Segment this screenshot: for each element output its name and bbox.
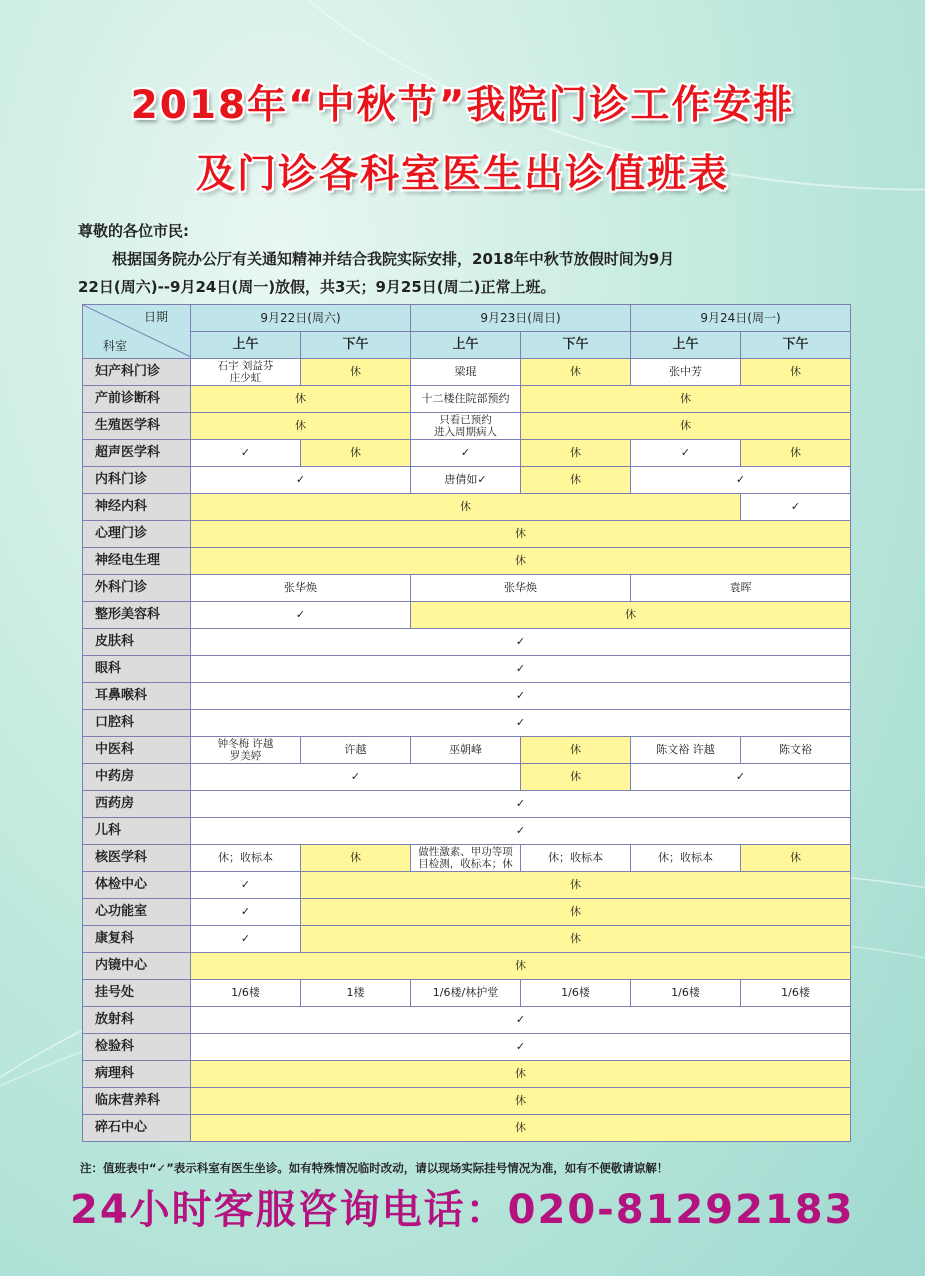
hotline: 24小时客服咨询电话：020-81292183 xyxy=(70,1187,855,1233)
day-header-3: 9月24日(周一) xyxy=(631,305,851,332)
department-name: 检验科 xyxy=(83,1034,191,1061)
table-row xyxy=(83,467,851,494)
corner-dept-label: 科室 xyxy=(103,339,128,353)
department-name: 口腔科 xyxy=(83,710,191,737)
table-row xyxy=(83,413,851,440)
department-name: 挂号处 xyxy=(83,980,191,1007)
schedule-cell: 休 xyxy=(741,359,851,386)
table-row xyxy=(83,980,851,1007)
table-row xyxy=(83,1088,851,1115)
schedule-cell: 巫朝峰 xyxy=(411,737,521,764)
diagonal-divider xyxy=(83,305,191,357)
schedule-cell: 休 xyxy=(191,494,741,521)
table-row xyxy=(83,656,851,683)
table-row xyxy=(83,548,851,575)
department-name: 外科门诊 xyxy=(83,575,191,602)
schedule-cell: 1/6楼 xyxy=(191,980,301,1007)
schedule-cell: 休 xyxy=(521,386,851,413)
schedule-cell: 休 xyxy=(191,1061,851,1088)
schedule-cell: 石宇 刘益芬 庄少虹 xyxy=(191,359,301,386)
table-row xyxy=(83,818,851,845)
department-name: 心功能室 xyxy=(83,899,191,926)
table-row xyxy=(83,872,851,899)
schedule-cell: 许越 xyxy=(301,737,411,764)
schedule-cell: 休 xyxy=(521,737,631,764)
schedule-cell: 梁琨 xyxy=(411,359,521,386)
schedule-cell: ✓ xyxy=(191,764,521,791)
schedule-cell: ✓ xyxy=(631,764,851,791)
duty-schedule-table xyxy=(82,304,851,1142)
schedule-cell: 袁晖 xyxy=(631,575,851,602)
table-row xyxy=(83,629,851,656)
department-name: 整形美容科 xyxy=(83,602,191,629)
schedule-cell: ✓ xyxy=(191,1034,851,1061)
department-name: 中药房 xyxy=(83,764,191,791)
department-name: 超声医学科 xyxy=(83,440,191,467)
table-row xyxy=(83,764,851,791)
notice-line-2: 22日(周六)--9月24日(周一)放假，共3天；9月25日(周二)正常上班。 xyxy=(78,278,556,296)
header-row-periods xyxy=(83,332,851,359)
schedule-cell: 张华焕 xyxy=(411,575,631,602)
schedule-cell: 休；收标本 xyxy=(521,845,631,872)
period-am: 上午 xyxy=(191,332,301,359)
department-name: 中医科 xyxy=(83,737,191,764)
department-name: 产前诊断科 xyxy=(83,386,191,413)
table-row xyxy=(83,899,851,926)
schedule-body xyxy=(83,305,851,1142)
department-name: 西药房 xyxy=(83,791,191,818)
schedule-cell: ✓ xyxy=(191,791,851,818)
schedule-cell: 休 xyxy=(191,386,411,413)
table-row xyxy=(83,521,851,548)
period-pm: 下午 xyxy=(301,332,411,359)
department-name: 体检中心 xyxy=(83,872,191,899)
department-name: 生殖医学科 xyxy=(83,413,191,440)
schedule-cell: ✓ xyxy=(741,494,851,521)
schedule-cell: 休 xyxy=(191,521,851,548)
schedule-cell: ✓ xyxy=(191,602,411,629)
table-row xyxy=(83,1115,851,1142)
schedule-cell: 做性激素、甲功等项 目检测，收标本；休 xyxy=(411,845,521,872)
schedule-cell: ✓ xyxy=(191,683,851,710)
department-name: 碎石中心 xyxy=(83,1115,191,1142)
table-row xyxy=(83,494,851,521)
period-am: 上午 xyxy=(411,332,521,359)
schedule-cell: 休 xyxy=(741,440,851,467)
schedule-cell: 1/6楼 xyxy=(741,980,851,1007)
corner-date-label: 日期 xyxy=(143,310,168,324)
schedule-cell: 钟冬梅 许越 罗美婷 xyxy=(191,737,301,764)
corner-header xyxy=(83,305,191,359)
schedule-cell: ✓ xyxy=(631,467,851,494)
department-name: 康复科 xyxy=(83,926,191,953)
schedule-cell: 休 xyxy=(521,359,631,386)
department-name: 耳鼻喉科 xyxy=(83,683,191,710)
schedule-cell: 休；收标本 xyxy=(631,845,741,872)
day-header-2: 9月23日(周日) xyxy=(411,305,631,332)
schedule-cell: 1/6楼 xyxy=(521,980,631,1007)
table-row xyxy=(83,602,851,629)
department-name: 内镜中心 xyxy=(83,953,191,980)
table-row xyxy=(83,845,851,872)
schedule-cell: 张华焕 xyxy=(191,575,411,602)
table-row xyxy=(83,359,851,386)
schedule-cell: 休 xyxy=(521,467,631,494)
schedule-cell: 休 xyxy=(301,899,851,926)
schedule-cell: ✓ xyxy=(191,926,301,953)
department-name: 核医学科 xyxy=(83,845,191,872)
schedule-cell: 1楼 xyxy=(301,980,411,1007)
header-row-dates xyxy=(83,305,851,332)
department-name: 放射科 xyxy=(83,1007,191,1034)
schedule-cell: 休 xyxy=(301,359,411,386)
schedule-cell: 休 xyxy=(301,926,851,953)
schedule-cell: 十二楼住院部预约 xyxy=(411,386,521,413)
department-name: 临床营养科 xyxy=(83,1088,191,1115)
table-row xyxy=(83,926,851,953)
footnote: 注：值班表中“✓”表示科室有医生坐诊。如有特殊情况临时改动，请以现场实际挂号情况为准，如有不便敬请谅解！ xyxy=(80,1161,669,1175)
period-am: 上午 xyxy=(631,332,741,359)
table-row xyxy=(83,683,851,710)
schedule-cell: 陈文裕 许越 xyxy=(631,737,741,764)
schedule-cell: 陈文裕 xyxy=(741,737,851,764)
schedule-cell: 唐倩如✓ xyxy=(411,467,521,494)
table-row xyxy=(83,710,851,737)
department-name: 神经电生理 xyxy=(83,548,191,575)
title-line-2: 及门诊各科室医生出诊值班表 xyxy=(195,152,729,197)
department-name: 内科门诊 xyxy=(83,467,191,494)
day-header-1: 9月22日(周六) xyxy=(191,305,411,332)
table-row xyxy=(83,1007,851,1034)
table-row xyxy=(83,953,851,980)
notice-paragraph xyxy=(78,245,858,301)
schedule-cell: ✓ xyxy=(191,656,851,683)
schedule-cell: 休 xyxy=(301,440,411,467)
table-row xyxy=(83,1034,851,1061)
department-name: 眼科 xyxy=(83,656,191,683)
schedule-cell: 休 xyxy=(301,872,851,899)
period-pm: 下午 xyxy=(521,332,631,359)
schedule-cell: ✓ xyxy=(631,440,741,467)
department-name: 病理科 xyxy=(83,1061,191,1088)
schedule-cell: ✓ xyxy=(191,710,851,737)
schedule-cell: 休 xyxy=(191,1115,851,1142)
schedule-cell: ✓ xyxy=(191,872,301,899)
period-pm: 下午 xyxy=(741,332,851,359)
department-name: 皮肤科 xyxy=(83,629,191,656)
schedule-cell: ✓ xyxy=(191,899,301,926)
schedule-cell: ✓ xyxy=(191,440,301,467)
schedule-cell: 1/6楼 xyxy=(631,980,741,1007)
schedule-cell: 只看已预约 进入周期病人 xyxy=(411,413,521,440)
schedule-cell: 1/6楼/林护堂 xyxy=(411,980,521,1007)
schedule-cell: ✓ xyxy=(411,440,521,467)
schedule-cell: 休 xyxy=(191,413,411,440)
schedule-cell: 休 xyxy=(191,548,851,575)
schedule-cell: ✓ xyxy=(191,629,851,656)
department-name: 神经内科 xyxy=(83,494,191,521)
schedule-cell: 休 xyxy=(521,440,631,467)
schedule-cell: 休；收标本 xyxy=(191,845,301,872)
department-name: 妇产科门诊 xyxy=(83,359,191,386)
decorative-swoosh xyxy=(164,0,925,263)
schedule-cell: 休 xyxy=(411,602,851,629)
schedule-cell: 休 xyxy=(521,413,851,440)
table-row xyxy=(83,791,851,818)
table-row xyxy=(83,1061,851,1088)
table-row xyxy=(83,386,851,413)
schedule-cell: ✓ xyxy=(191,818,851,845)
table-row xyxy=(83,737,851,764)
greeting: 尊敬的各位市民: xyxy=(78,222,189,240)
schedule-cell: 休 xyxy=(521,764,631,791)
schedule-cell: 休 xyxy=(741,845,851,872)
schedule-cell: ✓ xyxy=(191,1007,851,1034)
table-row xyxy=(83,440,851,467)
department-name: 心理门诊 xyxy=(83,521,191,548)
schedule-cell: 张中芳 xyxy=(631,359,741,386)
notice-line-1: 根据国务院办公厅有关通知精神并结合我院实际安排，2018年中秋节放假时间为9月 xyxy=(112,250,675,268)
schedule-cell: 休 xyxy=(191,1088,851,1115)
schedule-cell: 休 xyxy=(191,953,851,980)
table-row xyxy=(83,575,851,602)
schedule-cell: 休 xyxy=(301,845,411,872)
title-line-1: 2018年“中秋节”我院门诊工作安排 xyxy=(130,83,795,128)
schedule-cell: ✓ xyxy=(191,467,411,494)
department-name: 儿科 xyxy=(83,818,191,845)
